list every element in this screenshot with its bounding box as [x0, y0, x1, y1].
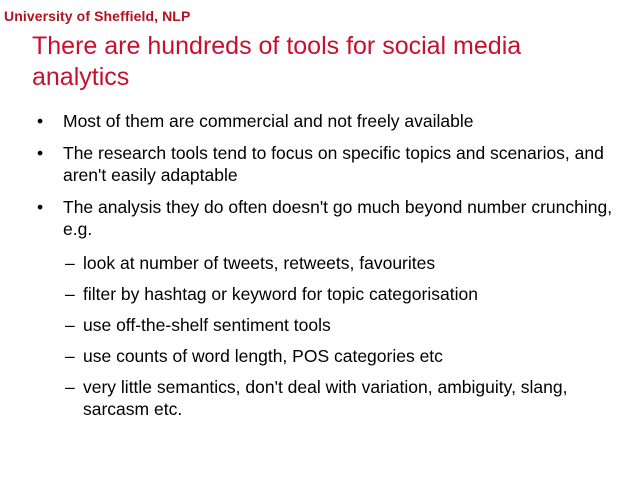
header-affiliation: University of Sheffield, NLP: [4, 8, 191, 24]
sub-bullet-item: [34, 376, 624, 420]
bullet-text: Most of them are commercial and not freely available: [63, 111, 474, 131]
bullet-text: The research tools tend to focus on specific topics and scenarios, and aren't easily adaptable: [63, 143, 604, 185]
slide-title: There are hundreds of tools for social media analytics: [32, 32, 522, 91]
dash-marker: –: [65, 253, 75, 273]
sub-bullet-text: look at number of tweets, retweets, favourites: [83, 253, 436, 273]
sub-bullet-text: use counts of word length, POS categories etc: [83, 346, 443, 366]
dash-marker: –: [65, 284, 75, 304]
sub-bullet-item: [34, 345, 624, 367]
dash-marker: –: [65, 346, 75, 366]
dash-marker: –: [65, 377, 75, 397]
bullet-marker: •: [37, 111, 44, 131]
bullet-marker: •: [37, 197, 44, 217]
bullet-item: [34, 196, 624, 240]
sub-bullet-text: very little semantics, don't deal with variation, ambiguity, slang, sarcasm etc.: [83, 377, 568, 419]
slide-content: [34, 110, 624, 429]
dash-marker: –: [65, 315, 75, 335]
bullet-marker: •: [37, 143, 44, 163]
sub-bullet-list: [34, 252, 624, 420]
sub-bullet-text: filter by hashtag or keyword for topic categorisation: [83, 284, 478, 304]
bullet-item: [34, 142, 624, 186]
bullet-item: [34, 110, 624, 132]
sub-bullet-text: use off-the-shelf sentiment tools: [83, 315, 331, 335]
sub-bullet-item: [34, 314, 624, 336]
sub-bullet-item: [34, 252, 624, 274]
sub-bullet-item: [34, 283, 624, 305]
bullet-text: The analysis they do often doesn't go much beyond number crunching, e.g.: [63, 197, 613, 239]
